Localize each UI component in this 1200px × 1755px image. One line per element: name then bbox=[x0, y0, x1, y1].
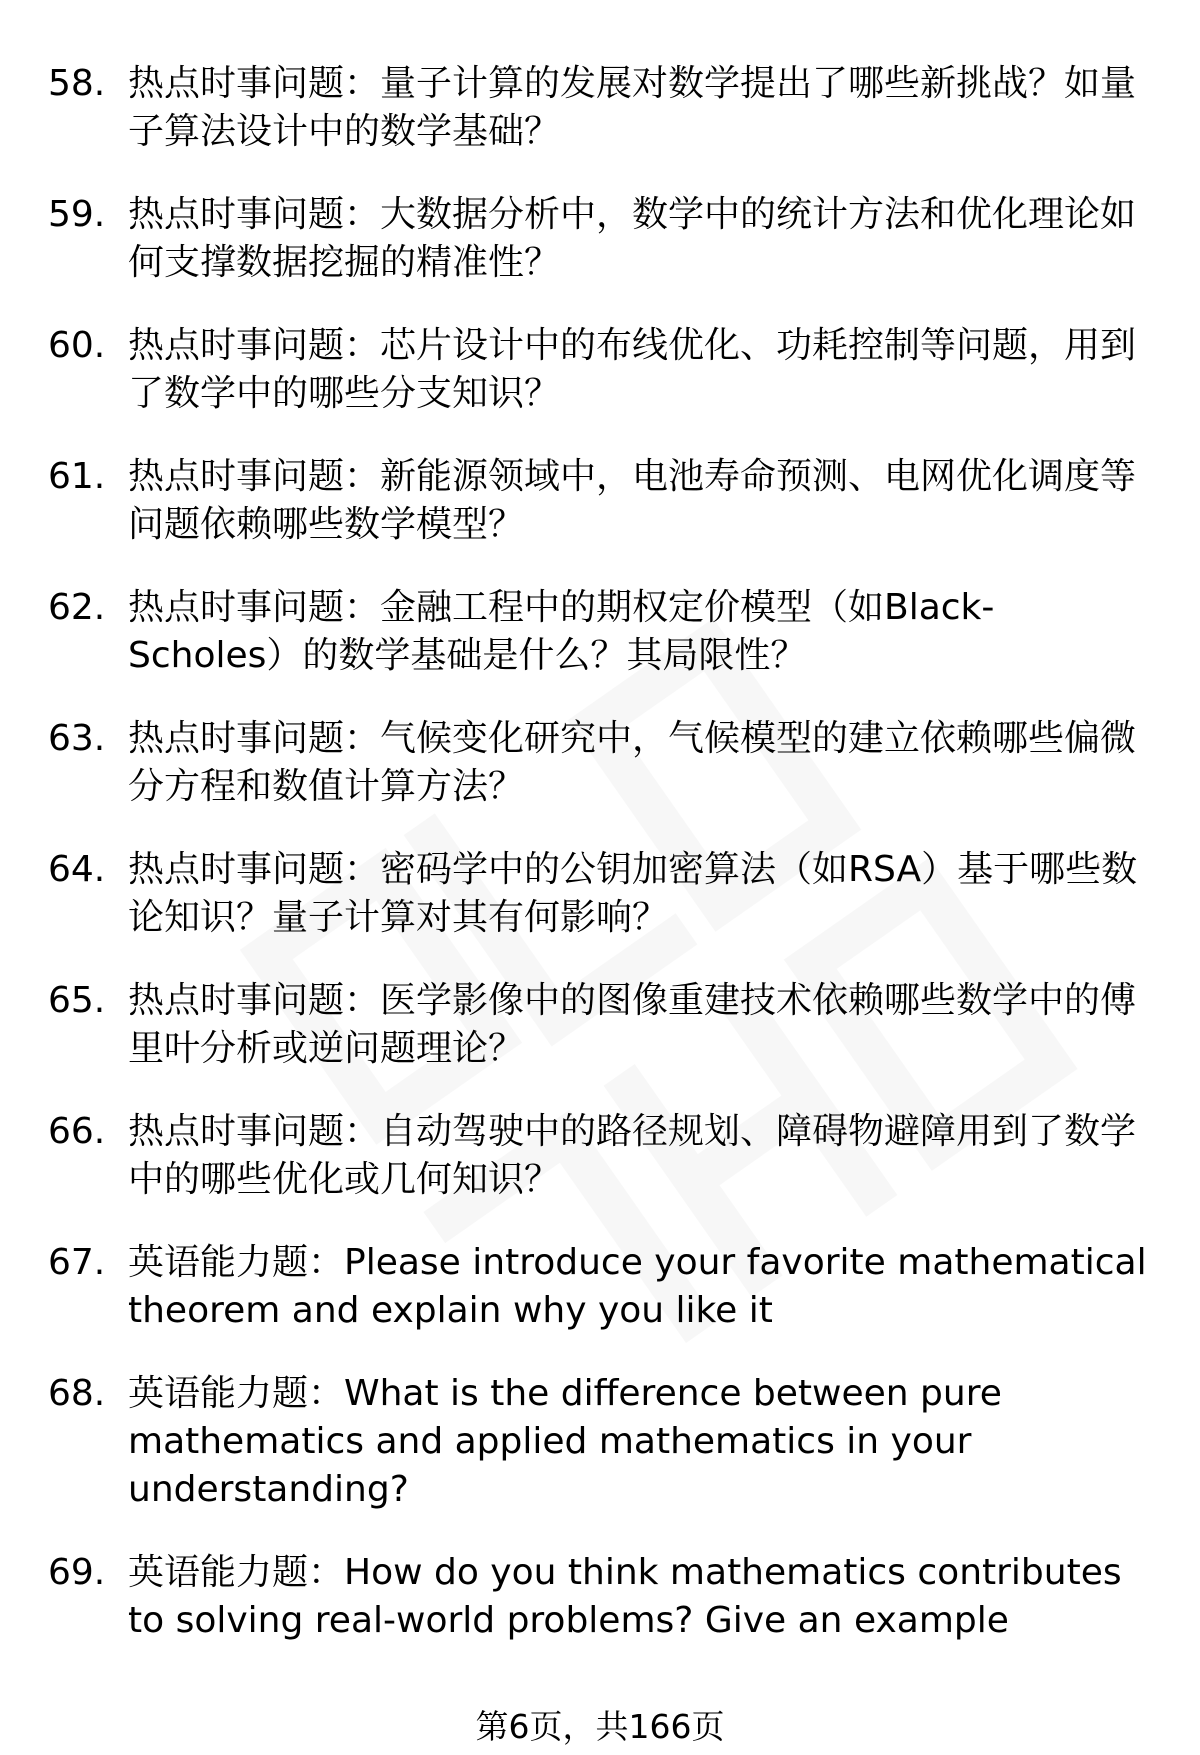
page-footer bbox=[0, 1707, 1200, 1747]
question-text: 英语能力题：How do you think mathematics contributes to solving real-world problems? Give an example bbox=[128, 1552, 1122, 1641]
question-number: 61. bbox=[48, 456, 106, 497]
question-item-69 bbox=[48, 1549, 1148, 1645]
question-text: 热点时事问题：自动驾驶中的路径规划、障碍物避障用到了数学中的哪些优化或几何知识？ bbox=[128, 1111, 1137, 1200]
question-text: 热点时事问题：金融工程中的期权定价模型（如Black-Scholes）的数学基础是什么？其局限性？ bbox=[128, 587, 995, 676]
question-number: 59. bbox=[48, 194, 106, 235]
question-item-68 bbox=[48, 1370, 1148, 1514]
question-item-62 bbox=[48, 584, 1148, 680]
question-item-58 bbox=[48, 60, 1148, 156]
question-text: 热点时事问题：大数据分析中，数学中的统计方法和优化理论如何支撑数据挖掘的精准性？ bbox=[128, 194, 1137, 283]
question-item-65 bbox=[48, 977, 1148, 1073]
question-text: 热点时事问题：量子计算的发展对数学提出了哪些新挑战？如量子算法设计中的数学基础？ bbox=[128, 63, 1137, 152]
question-number: 69. bbox=[48, 1552, 106, 1593]
question-list bbox=[48, 60, 1148, 1680]
question-item-64 bbox=[48, 846, 1148, 942]
question-text: 热点时事问题：医学影像中的图像重建技术依赖哪些数学中的傅里叶分析或逆问题理论？ bbox=[128, 980, 1137, 1069]
question-item-61 bbox=[48, 453, 1148, 549]
question-item-66 bbox=[48, 1108, 1148, 1204]
question-text: 热点时事问题：芯片设计中的布线优化、功耗控制等问题，用到了数学中的哪些分支知识？ bbox=[128, 325, 1137, 414]
question-item-59 bbox=[48, 191, 1148, 287]
question-text: 英语能力题：What is the difference between pure mathematics and applied mathematics in your understanding? bbox=[128, 1373, 1002, 1510]
question-number: 58. bbox=[48, 63, 106, 104]
question-number: 62. bbox=[48, 587, 106, 628]
question-number: 60. bbox=[48, 325, 106, 366]
question-item-60 bbox=[48, 322, 1148, 418]
question-text: 热点时事问题：新能源领域中，电池寿命预测、电网优化调度等问题依赖哪些数学模型？ bbox=[128, 456, 1137, 545]
question-number: 64. bbox=[48, 849, 106, 890]
question-item-63 bbox=[48, 715, 1148, 811]
question-number: 67. bbox=[48, 1242, 106, 1283]
question-number: 68. bbox=[48, 1373, 106, 1414]
question-item-67 bbox=[48, 1239, 1148, 1335]
page-number-label: 第6页，共166页 bbox=[475, 1707, 725, 1746]
question-text: 热点时事问题：密码学中的公钥加密算法（如RSA）基于哪些数论知识？量子计算对其有何影响？ bbox=[128, 849, 1138, 938]
question-number: 66. bbox=[48, 1111, 106, 1152]
question-text: 热点时事问题：气候变化研究中，气候模型的建立依赖哪些偏微分方程和数值计算方法？ bbox=[128, 718, 1137, 807]
question-text: 英语能力题：Please introduce your favorite mathematical theorem and explain why you like it bbox=[128, 1242, 1147, 1331]
question-number: 65. bbox=[48, 980, 106, 1021]
question-number: 63. bbox=[48, 718, 106, 759]
